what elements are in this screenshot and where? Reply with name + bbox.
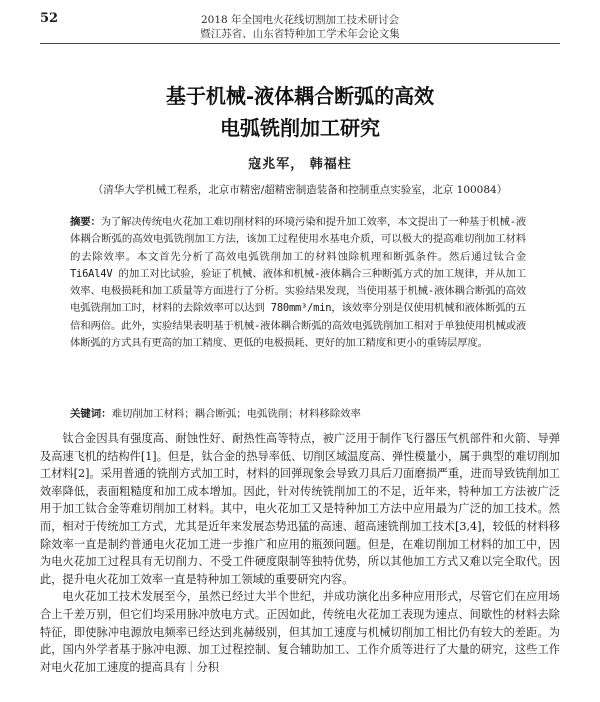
abstract-text: 为了解决传统电火花加工难切削材料的环境污染和提升加工效率，本文提出了一种基于机械-液体耦合断弧的高效电弧铣削加工方法，该加工过程使用水基电介质，可以极大的提高难切削加工材料的去除效率。本文首先分析了高效电弧铣削加工的材料蚀除机理和断弧条件。然后通过钛合金 Ti6Al4V 的加工对比试验，验证了机械、液体和机械-液体耦合三种断弧方式的加工规律，并从加工效率、电极损耗和加工质量等方面进行了分析。实验结果发现，当使用基于机械-液体耦合断弧的高效电弧铣削加工时，材料的去除效率可以达到 780mm³/min，该效率分别是仅使用机械和液体断弧的五倍和两倍。此外，实验结果表明基于机械-液体耦合断弧的高效电弧铣削加工相对于单独使用机械或液体断弧的方式具有更高的加工精度、更低的电极损耗、更好的加工精度和更小的重铸层厚度。 <box>70 216 526 350</box>
conference-title: 2018 年全国电火花线切割加工技术研讨会 <box>200 14 400 26</box>
keywords-text: 难切削加工材料；耦合断弧；电弧铣削；材料移除效率 <box>111 408 361 420</box>
page-number: 52 <box>40 11 59 26</box>
body-paragraph: 钛合金因具有强度高、耐蚀性好、耐热性高等特点，被广泛用于制作飞行器压气机部件和火箭、导弹及高速飞机的结构件[1]。但是，钛合金的热导率低、切削区域温度高、弹性模量小，属于典型的难切削加工材料[2]。采用普通的铣削方式加工时，材料的回弹现象会导致刀具后刀面磨损严重，进而导致铣削加工效率降低，表面粗糙度和加工成本增加。因此，针对传统铣削加工的不足，近年来，特种加工方法被广泛用于加工钛合金等难切削加工材料。其中，电火花加工又是特种加工方法中应用最为广泛的加工技术。然而，相对于传统加工方式，尤其是近年来发展态势迅猛的高速、超高速铣削加工技术[3,4]，较低的材料移除效率一直是制约普通电火花加工进一步推广和应用的瓶颈问题。但是，在难切削加工材料的加工中，因为电火花加工过程具有无切削力、不受工件硬度限制等独特优势，所以其他加工方式又难以完全取代。因此，提升电火花加工效率一直是特种加工领域的重要研究内容。 <box>40 432 560 586</box>
affiliation: （清华大学机械工程系，北京市精密/超精密制造装备和控制重点实验室，北京 100084） <box>92 184 508 196</box>
keywords-label: 关键词： <box>70 408 112 420</box>
abstract <box>70 214 526 352</box>
body-paragraph: 电火花加工技术发展至今，虽然已经过大半个世纪，并成功演化出多种应用形式，尽管它们在应用场合上千差万别，但它们均采用脉冲放电方式。正因如此，传统电火花加工表现为速点、间歇性的材料去除特征，即使脉冲电源放电频率已经达到兆赫级别，但其加工速度与机械切削加工相比仍有较大的差距。为此，国内外学者基于脉冲电源、加工过程控制、复合辅助加工、工作介质等进行了大量的研究，这些工作对电火花加工速度的提高具有｜分积 <box>40 590 560 674</box>
authors: 寇兆军， 韩福柱 <box>248 157 352 172</box>
paper-title-line-2: 电弧铣削加工研究 <box>220 116 380 140</box>
keywords <box>70 405 530 420</box>
proceedings-title: 暨江苏省、山东省特种加工学术年会论文集 <box>200 28 400 40</box>
abstract-label: 摘要： <box>70 216 101 228</box>
body-text <box>40 430 560 676</box>
header-divider <box>40 43 560 44</box>
paper-title-line-1: 基于机械-液体耦合断弧的高效 <box>165 84 435 108</box>
